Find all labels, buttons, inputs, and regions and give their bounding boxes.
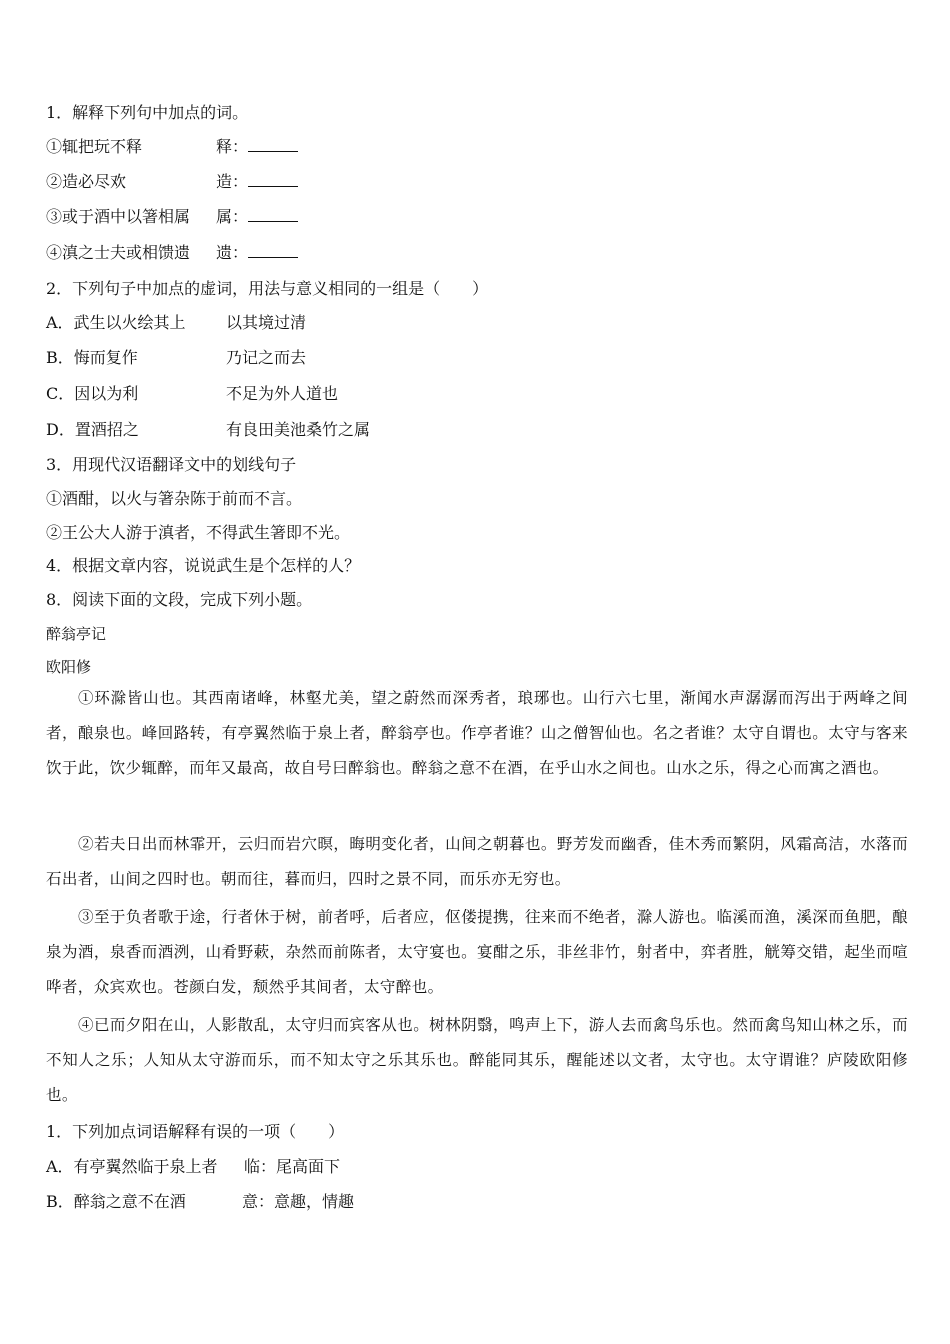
essay-paragraph-2: ②若夫日出而林霏开，云归而岩穴暝，晦明变化者，山间之朝暮也。野芳发而幽香，佳木秀而繁阴，风霜高洁，水落而石出者，山间之四时也。朝而往，暮而归，四时之景不同，而乐亦无穷也。	[46, 835, 908, 888]
q2-option-d-left: D．置酒招之	[46, 420, 139, 439]
q2-option-a	[46, 313, 306, 333]
essay-paragraph-1: ①环滁皆山也。其西南诸峰，林壑尤美，望之蔚然而深秀者，琅琊也。山行六七里，渐闻水声潺潺而泻出于两峰之间者，酿泉也。峰回路转，有亭翼然临于泉上者，醉翁亭也。作亭者谁？山之僧智仙也。名之者谁？太守自谓也。太守与客来饮于此，饮少辄醉，而年又最高，故自号曰醉翁也。醉翁之意不在酒，在乎山水之间也。山水之乐，得之心而寓之酒也。	[46, 689, 908, 777]
q1-item-2	[46, 172, 298, 192]
essay-title: 醉翁亭记	[46, 625, 107, 643]
s8-q1-option-a-right: 临：尾高面下	[244, 1157, 341, 1176]
answer-blank[interactable]	[248, 207, 298, 222]
q2-option-d	[46, 420, 370, 440]
q2-option-a-left: A．武生以火绘其上	[46, 313, 186, 332]
q2-option-d-right: 有良田美池桑竹之属	[226, 420, 371, 439]
q2-option-b-right: 乃记之而去	[226, 348, 307, 367]
s8-q1-option-a	[46, 1157, 340, 1177]
essay-paragraph-4: ④已而夕阳在山，人影散乱，太守归而宾客从也。树林阴翳，鸣声上下，游人去而禽鸟乐也。然而禽鸟知山林之乐，而不知人之乐；人知从太守游而乐，而不知太守之乐其乐也。醉能同其乐，醒能述以文者，太守也。太守谓谁？庐陵欧阳修也。	[46, 1016, 908, 1104]
q1-item-3	[46, 207, 298, 227]
q1-item-2-label: 造：	[216, 172, 249, 191]
essay-paragraph-3: ③至于负者歌于途，行者休于树，前者呼，后者应，伛偻提携，往来而不绝者，滁人游也。临溪而渔，溪深而鱼肥，酿泉为酒，泉香而酒洌，山肴野蔌，杂然而前陈者，太守宴也。宴酣之乐，非丝非竹，射者中，弈者胜，觥筹交错，起坐而喧哗者，众宾欢也。苍颜白发，颓然乎其间者，太守醉也。	[46, 908, 908, 996]
q1-item-4-sentence: ④滇之士夫或相馈遗	[46, 243, 191, 262]
q3-item-1: ①酒酣，以火与箸杂陈于前而不言。	[46, 489, 303, 508]
q3-item-2: ②王公大人游于滇者，不得武生箸即不光。	[46, 523, 351, 542]
q1-item-1-label: 释：	[216, 137, 249, 156]
s8-q1-option-a-left: A．有亭翼然临于泉上者	[46, 1157, 218, 1176]
s8-q1-option-b-right: 意：意趣，情趣	[242, 1192, 355, 1211]
answer-blank[interactable]	[248, 172, 298, 187]
q1-item-2-sentence: ②造必尽欢	[46, 172, 127, 191]
answer-blank[interactable]	[248, 243, 298, 258]
section-8-q1-title: 1．下列加点词语解释有误的一项（ ）	[46, 1122, 345, 1141]
q1-item-3-label: 属：	[216, 207, 249, 226]
q1-item-4	[46, 243, 298, 263]
q2-option-a-right: 以其境过清	[226, 313, 307, 332]
q1-item-4-label: 遗：	[216, 243, 249, 262]
question-4-title: 4．根据文章内容，说说武生是个怎样的人？	[46, 556, 361, 575]
q1-item-3-sentence: ③或于酒中以箸相属	[46, 207, 191, 226]
question-1-title: 1．解释下列句中加点的词。	[46, 103, 249, 122]
essay-author: 欧阳修	[46, 658, 92, 676]
question-2-title: 2．下列句子中加点的虚词，用法与意义相同的一组是（ ）	[46, 279, 489, 298]
section-8-intro: 8．阅读下面的文段，完成下列小题。	[46, 590, 313, 609]
q2-option-c	[46, 384, 338, 404]
q2-option-c-left: C．因以为利	[46, 384, 139, 403]
s8-q1-option-b-left: B．醉翁之意不在酒	[46, 1192, 186, 1211]
q2-option-c-right: 不足为外人道也	[226, 384, 339, 403]
question-3-title: 3．用现代汉语翻译文中的划线句子	[46, 455, 297, 474]
q1-item-1	[46, 137, 298, 157]
s8-q1-option-b	[46, 1192, 354, 1212]
q2-option-b	[46, 348, 306, 368]
answer-blank[interactable]	[248, 137, 298, 152]
q2-option-b-left: B．悔而复作	[46, 348, 138, 367]
q1-item-1-sentence: ①辄把玩不释	[46, 137, 143, 156]
